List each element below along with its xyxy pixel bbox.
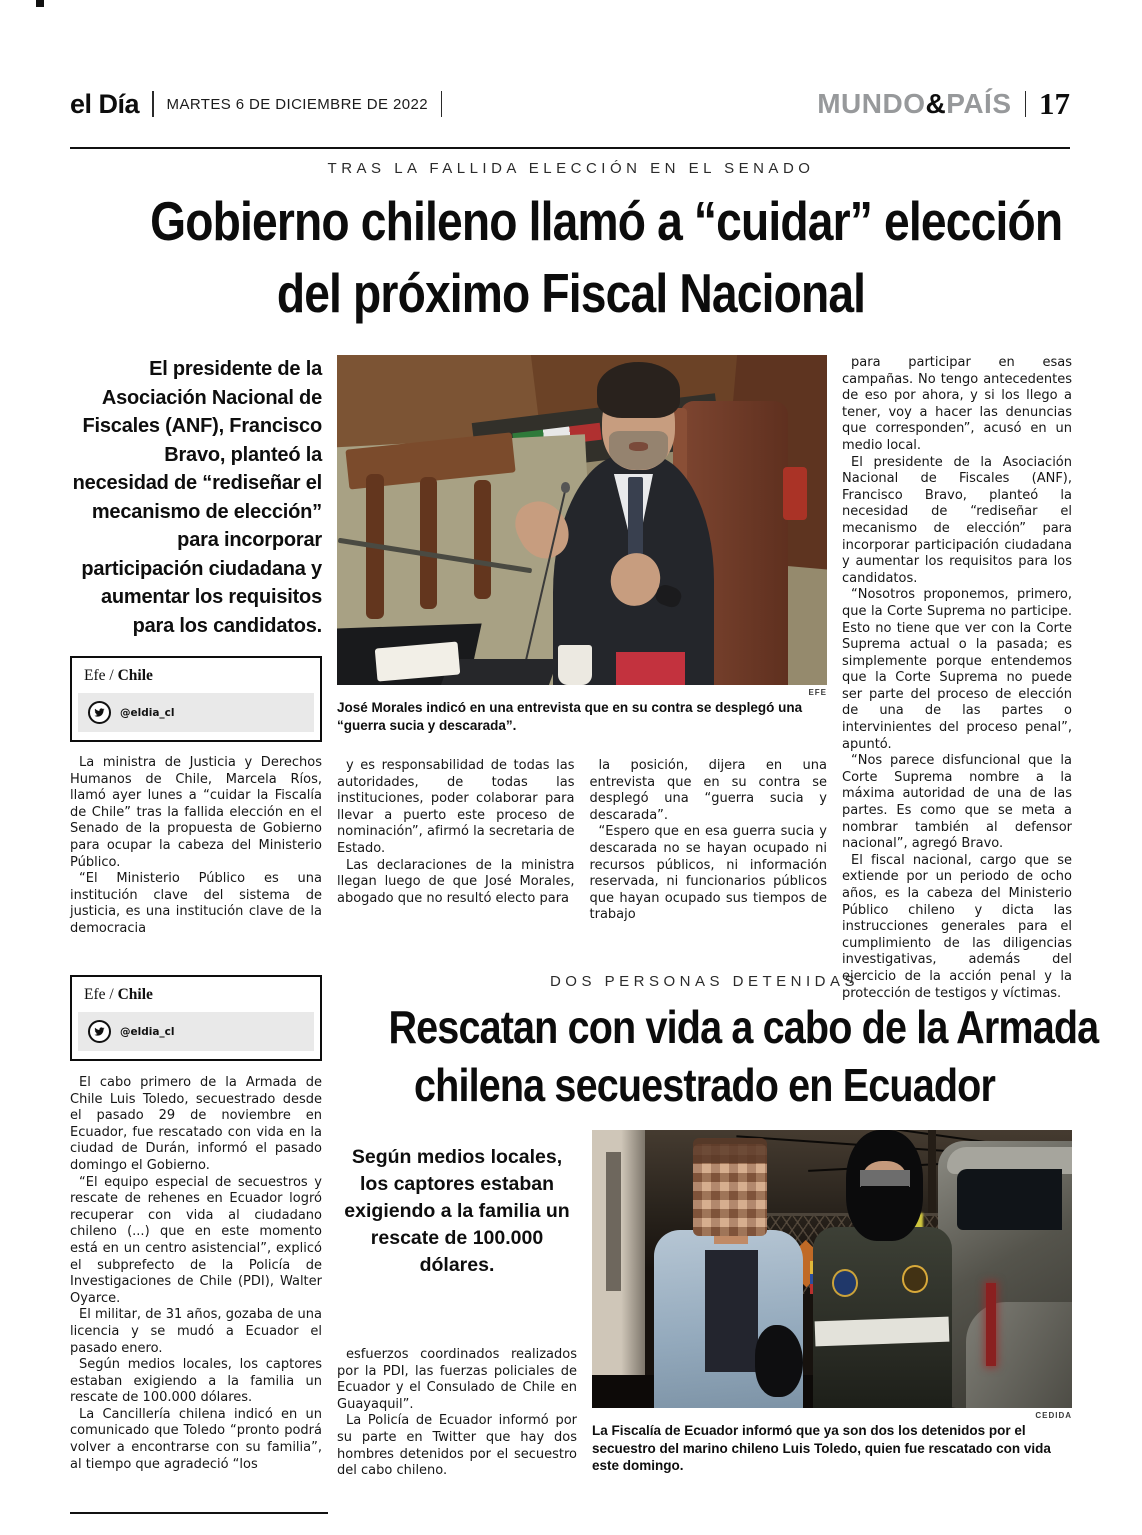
photo-table-leg-shape	[420, 477, 437, 609]
article1-columns	[70, 355, 1072, 1002]
section-part1: MUNDO	[817, 88, 926, 119]
twitter-handle: @eldia_cl	[120, 706, 175, 719]
article2-column-2	[337, 1130, 577, 1480]
photo-officer-badge-shape	[902, 1265, 928, 1293]
photo-credit: EFE	[808, 688, 827, 697]
photo-credit: CEDIDA	[1035, 1411, 1072, 1420]
article2-col2-text	[337, 1347, 577, 1480]
article1-mid-columns	[337, 758, 827, 924]
location-label: Chile	[117, 986, 153, 1003]
photo-microphone-tip-shape	[561, 482, 570, 493]
article2-content-row	[337, 1130, 1072, 1480]
photo-taillight-glow-shape	[986, 1283, 997, 1366]
byline-social-bar	[78, 693, 314, 732]
location-label: Chile	[117, 667, 153, 684]
headline-line: del próximo Fiscal Nacional	[276, 262, 866, 324]
photo-mask-lower-shape	[861, 1186, 909, 1208]
body-paragraph: La Policía de Ecuador informó por su parte en Twitter que hay dos hombres detenidos por el secuestro del cabo chileno.	[337, 1413, 577, 1479]
body-paragraph: “Nosotros proponemos, primero, que la Corte Suprema no participe. Esto no tiene que ver con la Corte Suprema actual o la pasada; es simplemente porque entendemos que la Corte Suprema no puede ser parte del proceso de elección de una de las partes o intervinientes del proceso penal”, apuntó.	[842, 587, 1072, 752]
agency-label: Efe /	[84, 986, 114, 1003]
article1-headline	[70, 185, 1072, 329]
byline-social-bar	[78, 1012, 314, 1051]
headline-line: chilena secuestrado en Ecuador	[413, 1059, 996, 1111]
masthead-left	[70, 89, 455, 120]
body-paragraph: El cabo primero de la Armada de Chile Luis Toledo, secuestrado desde el pasado 29 de noviembre en Ecuador, fue rescatado con vida en la ciudad de Durán, informó el pasado domingo el Gobierno.	[70, 1075, 322, 1173]
photo-pixelated-hair-shape	[693, 1138, 767, 1163]
article1-photo	[337, 355, 827, 685]
photo-man-mouth-shape	[629, 442, 649, 451]
body-paragraph: El militar, de 31 años, gozaba de una licencia y se mudó a Ecuador el pasado enero.	[70, 1307, 322, 1356]
body-paragraph: y es responsabilidad de todas las autoridades, de todas las instituciones, poder colaborar para llevar a puerto este proceso de nominación”, afirmó la secretaria de Estado.	[337, 758, 575, 856]
body-paragraph: El fiscal nacional, cargo que se extiende por un periodo de ocho años, es la cabeza del Ministerio Público chileno y dicta las instrucciones generales para el cumplimiento de las diligencias investigativas, además del ejercicio de la acción penal y la protección de testigos y víctimas.	[842, 852, 1072, 1001]
separator-bar	[152, 91, 154, 117]
masthead-rule	[70, 147, 1070, 149]
body-paragraph: la posición, dijera en una entrevista que en su contra se desplegó una “guerra sucia y descarada”.	[589, 758, 827, 823]
article1-photo-column	[337, 355, 827, 1002]
article2-col1-text	[70, 1075, 322, 1473]
photo-red-cloth-shape	[783, 467, 808, 520]
article2-kicker: DOS PERSONAS DETENIDAS	[549, 973, 860, 990]
masthead	[70, 86, 1070, 122]
body-paragraph: La Cancillería chilena indicó en un comunicado que Toledo “pronto podrá volver a encontrarse con su familia”, al tiempo que agradeció “los	[70, 1406, 322, 1472]
section-title	[817, 88, 1011, 120]
body-paragraph: “Nos parece disfuncional que la Corte Suprema nombre a la máxima autoridad de una de las partes. Es como que se meta a nombrar también al defensor nacional”, agregó Bravo.	[842, 753, 1072, 852]
body-paragraph: para participar en esas campañas. No tengo antecedentes de eso por ahora, y si los llego a tener, voy a hacer las denuncias que corresponden”, acusó en un medio local.	[842, 355, 1072, 453]
photo-caption: José Morales indicó en una entrevista que en su contra se desplegó una “guerra sucia y descarada”.	[337, 700, 803, 733]
article1-column-1	[70, 355, 322, 1002]
separator-bar	[1025, 91, 1027, 117]
article2-photo	[592, 1130, 1072, 1408]
article1-col3-text	[590, 758, 828, 924]
twitter-icon	[88, 1020, 111, 1043]
agency-label: Efe /	[84, 667, 114, 684]
body-paragraph: esfuerzos coordinados realizados por la PDI, las fuerzas policiales de Ecuador y el Consulado de Chile en Guayaquil”.	[337, 1347, 577, 1412]
masthead-right	[817, 86, 1070, 122]
photo-man-hair-shape	[597, 362, 680, 418]
photo-reflective-stripe-shape	[815, 1317, 950, 1347]
headline-line: Gobierno chileno llamó a “cuidar” elección	[150, 190, 1063, 252]
byline-box	[70, 656, 322, 742]
newspaper-logo: el Día	[70, 88, 140, 119]
body-paragraph: Las declaraciones de la ministra llegan luego de que José Morales, abogado que no resultó electo para	[337, 857, 575, 906]
separator-bar	[441, 91, 443, 117]
article2-headline	[337, 998, 1099, 1114]
body-paragraph: La ministra de Justicia y Derechos Humanos de Chile, Marcela Ríos, llamó ayer lunes a “cuidar la Fiscalía de Chile” tras la fallida elección en el Senado de la propuesta de Gobierno para ocupar la cabeza del Ministerio Público.	[70, 755, 322, 870]
twitter-icon	[88, 701, 111, 724]
article1-standfirst: El presidente de la Asociación Nacional de Fiscales (ANF), Francisco Bravo, planteó la necesidad de “rediseñar el mecanismo de elección” para incorporar participación ciudadana y aumentar los requisitos para los candidatos.	[72, 358, 322, 637]
twitter-handle: @eldia_cl	[120, 1025, 175, 1038]
photo-caption: La Fiscalía de Ecuador informó que ya son dos los detenidos por el secuestro del marino chileno Luis Toledo, quien fue rescatado con vida este domingo.	[592, 1423, 1051, 1473]
bottom-rule	[70, 1512, 328, 1514]
photo-red-folder-shape	[616, 652, 685, 685]
registration-mark	[36, 0, 44, 7]
byline-agency-line	[72, 658, 320, 693]
article1-col4-text	[842, 355, 1072, 1002]
photo-vehicle-hood-shape	[966, 1302, 1072, 1408]
byline-agency-line	[72, 977, 320, 1012]
byline-box	[70, 975, 322, 1061]
article2-column-1	[70, 975, 322, 1473]
article1-kicker: TRAS LA FALLIDA ELECCIÓN EN EL SENADO	[327, 160, 815, 177]
body-paragraph: “Espero que en esa guerra sucia y descarada no se hayan ocupado ni recursos públicos, ni información reservada, ni funcionarios públicos que hayan ocupado sus tiempos de trabajo	[589, 824, 827, 923]
body-paragraph: “El Ministerio Público es una institución clave del sistema de justicia, es una institución clave de la democracia	[70, 871, 322, 936]
article2-standfirst: Según medios locales, los captores estaban exigiendo a la familia un rescate de 100.000 dólares.	[344, 1146, 570, 1276]
article-2	[337, 973, 1099, 1480]
body-paragraph: El presidente de la Asociación Nacional de Fiscales (ANF), Francisco Bravo, planteó la necesidad de “rediseñar el mecanismo de elección” para incorporar participación ciudadana y aumentar los requisitos para los candidatos.	[842, 454, 1072, 586]
photo-wall-slot-shape	[606, 1152, 620, 1291]
article-1	[70, 160, 1072, 1002]
article1-col1-text	[70, 755, 322, 938]
page-number: 17	[1039, 86, 1070, 121]
headline-line: Rescatan con vida a cabo de la Armada	[388, 1001, 1099, 1053]
body-paragraph: “El equipo especial de secuestros y rescate de rehenes en Ecuador logró recuperar con vida al ciudadano chileno (...) que en este momento está en un centro asistencial”, explicó el subprefecto de la Policía de Investigaciones de Chile (PDI), Walter Oyarce.	[70, 1174, 322, 1306]
article2-photo-column	[592, 1130, 1072, 1480]
edition-date: MARTES 6 DE DICIEMBRE DE 2022	[166, 95, 428, 113]
photo-eye-censor-bar-shape	[860, 1170, 910, 1187]
article1-col2-text	[337, 758, 575, 924]
photo-table-leg-shape	[474, 480, 491, 599]
section-part2: PAÍS	[946, 88, 1012, 119]
photo-rescued-man-shirt-shape	[705, 1250, 758, 1372]
photo-cup-shape	[558, 645, 592, 685]
photo-vehicle-window-shape	[957, 1169, 1063, 1230]
photo-officer-badge-shape	[832, 1269, 858, 1297]
body-paragraph: Según medios locales, los captores estaban exigiendo a la familia un rescate de 100.000 dólares.	[70, 1357, 322, 1406]
section-ampersand: &	[925, 88, 947, 119]
